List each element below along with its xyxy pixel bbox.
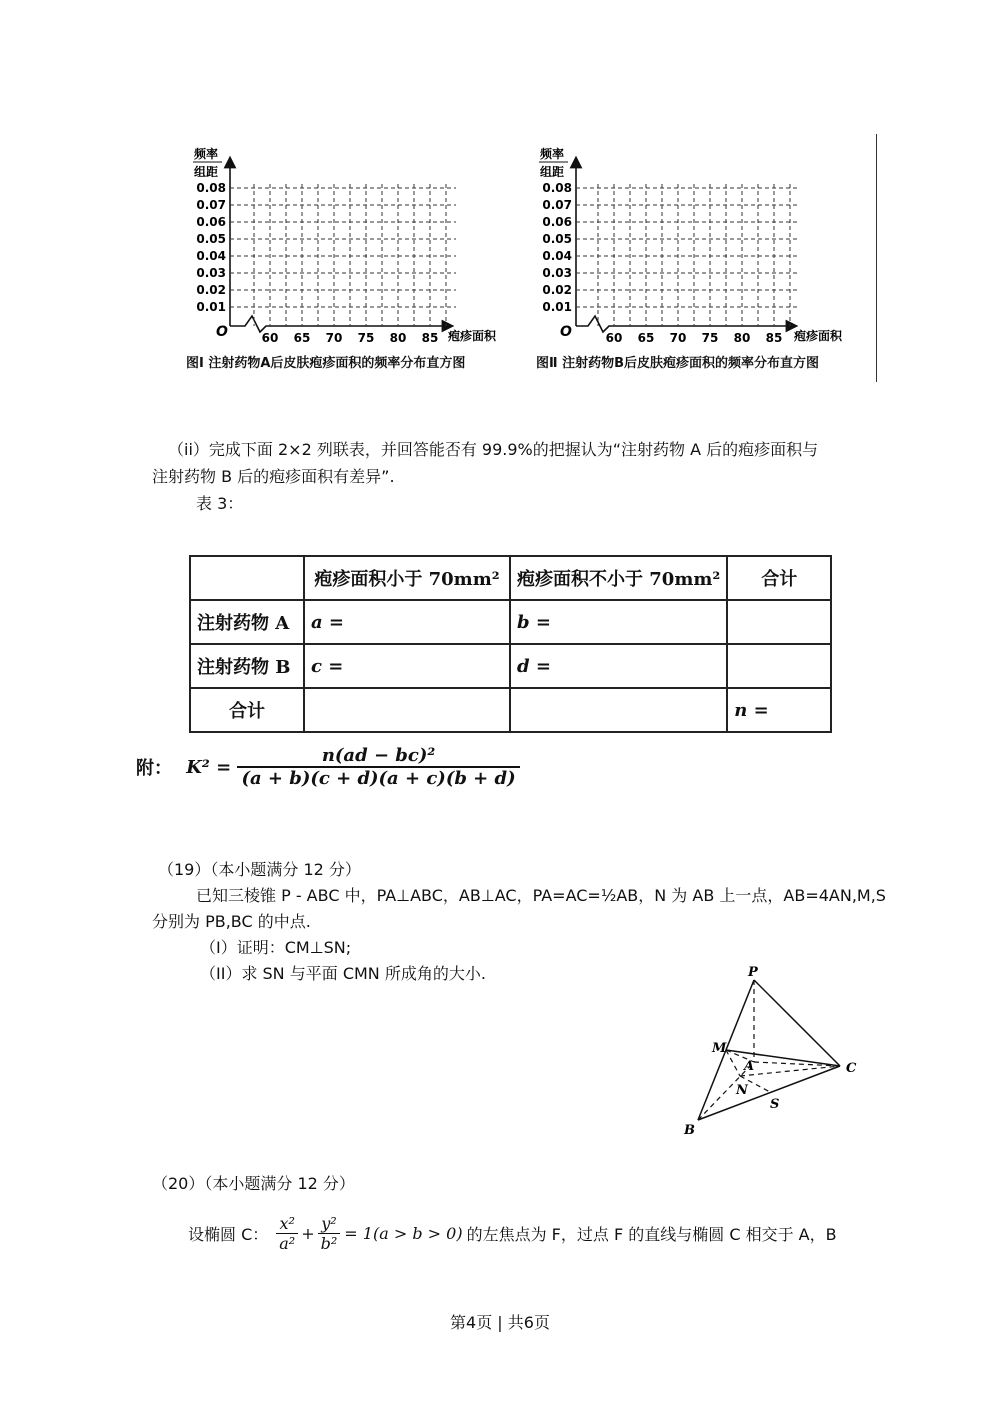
- y-label-top: 频率: [540, 147, 565, 161]
- q20-text: [188, 1208, 837, 1258]
- grid: [230, 184, 456, 326]
- grid: [576, 184, 800, 326]
- q20-prefix: 设椭圆 C：: [188, 1224, 269, 1244]
- y-tick-label: 0.02: [196, 283, 226, 297]
- histogram-2: [530, 140, 880, 375]
- x-ticks: [262, 331, 439, 345]
- table-header-cell: 疱疹面积不小于 70mm²: [510, 556, 727, 600]
- formula-prefix: 附：: [136, 758, 172, 779]
- k2-formula: [136, 745, 520, 789]
- ellipse-equation-rhs: = 1(a > b > 0): [344, 1223, 463, 1243]
- table-header-row: [190, 556, 831, 600]
- x-tick-label: 75: [357, 331, 375, 345]
- y-fraction: [318, 1214, 341, 1253]
- formula-denominator: (a + b)(c + d)(a + c)(b + d): [241, 768, 516, 789]
- formula-lhs: K² =: [186, 756, 232, 778]
- row-label: 合计: [190, 688, 304, 732]
- label-P: P: [748, 965, 758, 980]
- y-tick-label: 0.01: [196, 300, 226, 314]
- x-label: 疱疹面积: [448, 329, 497, 343]
- table-header-cell: 合计: [727, 556, 831, 600]
- table-cell: [727, 600, 831, 644]
- cell-b: b =: [510, 600, 727, 644]
- y-tick-label: 0.05: [542, 232, 572, 246]
- label-C: C: [846, 1061, 857, 1076]
- table-row: [190, 644, 831, 688]
- x-tick-label: 70: [669, 331, 687, 345]
- y-tick-label: 0.04: [196, 249, 226, 263]
- table-row: [190, 600, 831, 644]
- y-tick-label: 0.07: [542, 198, 572, 212]
- q19-line1: 已知三棱锥 P - ABC 中，PA⊥ABC，AB⊥AC，PA=AC=½AB，N 为 AB 上一点，AB=4AN,M,S: [196, 886, 886, 905]
- page-footer: 第4页 | 共6页: [450, 1313, 550, 1332]
- cell-d: d =: [510, 644, 727, 688]
- histogram-2-axes: [530, 140, 880, 350]
- q19-line2: 分别为 PB,BC 的中点.: [152, 912, 311, 931]
- q19-part1: （I）证明：CM⊥SN;: [200, 938, 352, 957]
- table-cell: [510, 688, 727, 732]
- x-tick-label: 65: [637, 331, 655, 345]
- contingency-table: [189, 555, 832, 733]
- y-ticks: [542, 181, 572, 314]
- y-tick-label: 0.05: [196, 232, 226, 246]
- y-label-bottom: 组距: [540, 165, 565, 179]
- y-ticks: [196, 181, 226, 314]
- x-ticks: [606, 331, 783, 345]
- table-cell: [190, 556, 304, 600]
- y-denominator: b²: [320, 1233, 338, 1253]
- y-tick-label: 0.03: [542, 266, 572, 280]
- histogram-1-caption: 图Ⅰ 注射药物A后皮肤疱疹面积的频率分布直方图: [186, 356, 466, 371]
- q18-part-ii-line1: （ii）完成下面 2×2 列联表，并回答能否有 99.9%的把握认为“注射药物 A 后的疱疹面积与: [168, 440, 819, 459]
- y-tick-label: 0.08: [542, 181, 572, 195]
- x-tick-label: 85: [421, 331, 439, 345]
- cell-a: a =: [304, 600, 510, 644]
- cell-n: n =: [727, 688, 831, 732]
- right-border-line: [876, 134, 877, 382]
- x-tick-label: 75: [701, 331, 719, 345]
- origin-label: O: [216, 324, 228, 340]
- q19-part2: （II）求 SN 与平面 CMN 所成角的大小.: [200, 964, 486, 983]
- origin-label: O: [560, 324, 572, 340]
- x-tick-label: 60: [605, 331, 623, 345]
- table-header-cell: 疱疹面积小于 70mm²: [304, 556, 510, 600]
- label-M: M: [712, 1041, 727, 1056]
- y-tick-label: 0.02: [542, 283, 572, 297]
- row-label: 注射药物 B: [190, 644, 304, 688]
- x-tick-label: 80: [733, 331, 751, 345]
- y-tick-label: 0.04: [542, 249, 572, 263]
- y-label-bottom: 组距: [194, 165, 219, 179]
- y-tick-label: 0.03: [196, 266, 226, 280]
- y-label-top: 频率: [194, 147, 219, 161]
- y-tick-label: 0.01: [542, 300, 572, 314]
- label-S: S: [770, 1097, 780, 1112]
- histogram-2-caption: 图Ⅱ 注射药物B后皮肤疱疹面积的频率分布直方图: [536, 356, 819, 371]
- x-fraction: [276, 1214, 298, 1253]
- q19-heading: （19）（本小题满分 12 分）: [158, 860, 361, 879]
- cell-c: c =: [304, 644, 510, 688]
- label-B: B: [684, 1123, 695, 1138]
- y-tick-label: 0.06: [196, 215, 226, 229]
- y-tick-label: 0.08: [196, 181, 226, 195]
- x-tick-label: 80: [389, 331, 407, 345]
- label-A: A: [744, 1059, 755, 1074]
- plus-sign: +: [301, 1223, 315, 1243]
- q20-suffix: 的左焦点为 F，过点 F 的直线与椭圆 C 相交于 A，B: [466, 1224, 837, 1244]
- q20-heading: （20）（本小题满分 12 分）: [152, 1174, 355, 1193]
- histogram-1-axes: [180, 140, 530, 350]
- x-label: 疱疹面积: [794, 329, 843, 343]
- table-cell: [727, 644, 831, 688]
- x-tick-label: 85: [765, 331, 783, 345]
- x-denominator: a²: [279, 1233, 296, 1253]
- x-tick-label: 70: [325, 331, 343, 345]
- table-cell: [304, 688, 510, 732]
- row-label: 注射药物 A: [190, 600, 304, 644]
- formula-fraction: [237, 745, 519, 789]
- table-label: 表 3：: [196, 494, 244, 513]
- y-tick-label: 0.06: [542, 215, 572, 229]
- label-N: N: [736, 1083, 748, 1098]
- table-row: [190, 688, 831, 732]
- y-numerator: y²: [318, 1214, 341, 1234]
- histogram-1: [180, 140, 530, 375]
- x-tick-label: 60: [261, 331, 279, 345]
- formula-numerator: n(ad − bc)²: [237, 745, 519, 768]
- x-numerator: x²: [276, 1214, 298, 1234]
- q18-part-ii-line2: 注射药物 B 后的疱疹面积有差异”.: [152, 467, 395, 486]
- x-tick-label: 65: [293, 331, 311, 345]
- y-tick-label: 0.07: [196, 198, 226, 212]
- pyramid-figure: [670, 960, 870, 1140]
